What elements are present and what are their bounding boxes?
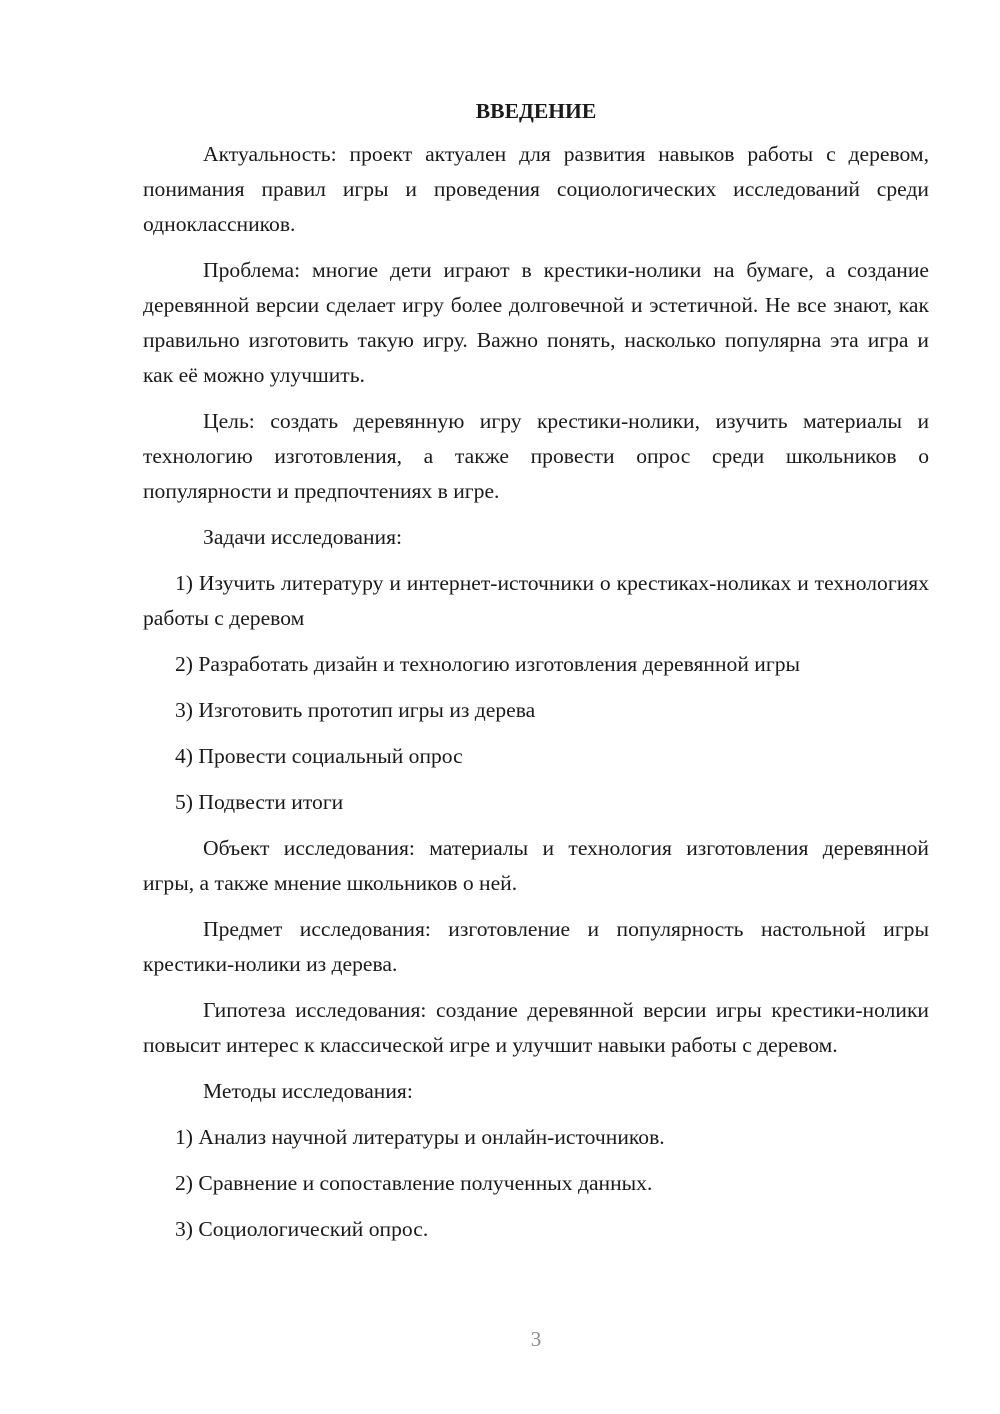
page-number: 3: [530, 1327, 542, 1351]
method-item: 2) Сравнение и сопоставление полученных данных.: [175, 1171, 653, 1195]
section-title: ВВЕДЕНИЕ: [475, 99, 597, 123]
problem-paragraph: Проблема: многие дети играют в крестики-нолики на бумаге, а создание деревянной версии сделает игру более долговечной и эстетичной. Не все знают, как правильно изготовить такую игру. Важно понять, насколько популярна эта игра и как её можно улучшить.: [143, 258, 929, 387]
document-page: [143, 94, 929, 1258]
task-item: 5) Подвести итоги: [175, 790, 344, 814]
object-paragraph: Объект исследования: материалы и технология изготовления деревянной игры, а также мнение школьников о ней.: [143, 836, 929, 895]
relevance-paragraph: Актуальность: проект актуален для развития навыков работы с деревом, понимания правил игры и проведения социологических исследований среди одноклассников.: [143, 142, 929, 236]
task-item: 2) Разработать дизайн и технологию изготовления деревянной игры: [175, 652, 800, 676]
tasks-heading: Задачи исследования:: [203, 525, 403, 549]
method-item: 1) Анализ научной литературы и онлайн-источников.: [175, 1125, 665, 1149]
task-item: 3) Изготовить прототип игры из дерева: [175, 698, 536, 722]
hypothesis-paragraph: Гипотеза исследования: создание деревянной версии игры крестики-нолики повысит интерес к классической игре и улучшит навыки работы с деревом.: [143, 998, 929, 1057]
subject-paragraph: Предмет исследования: изготовление и популярность настольной игры крестики-нолики из дерева.: [143, 917, 929, 976]
task-item: 4) Провести социальный опрос: [175, 744, 463, 768]
methods-heading: Методы исследования:: [203, 1079, 413, 1103]
method-item: 3) Социологический опрос.: [175, 1217, 429, 1241]
goal-paragraph: Цель: создать деревянную игру крестики-нолики, изучить материалы и технологию изготовления, а также провести опрос среди школьников о популярности и предпочтениях в игре.: [143, 409, 929, 503]
task-item: 1) Изучить литературу и интернет-источники о крестиках-ноликах и технологиях работы с деревом: [143, 571, 929, 630]
